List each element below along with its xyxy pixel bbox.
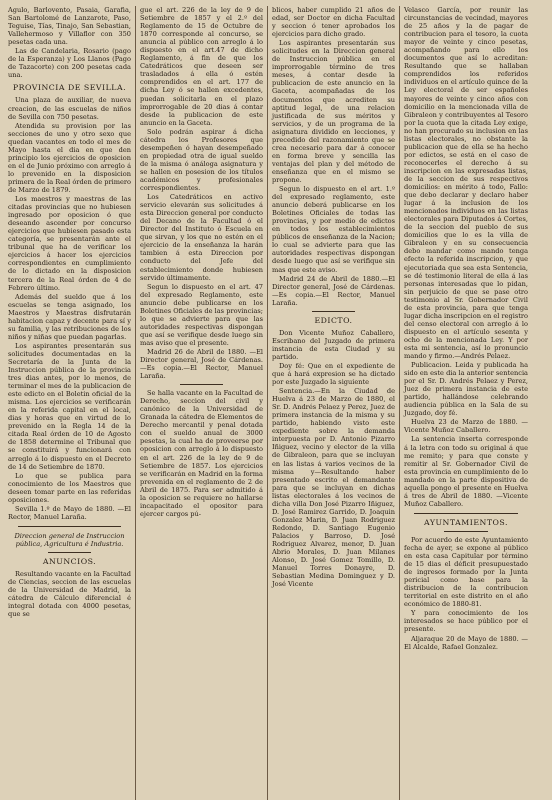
divider <box>48 552 91 553</box>
paragraph: Se halla vacante en la Facultad de Derecho, seccion del civil y canónico de la Universidad de Granada la cátedra de Elementos de Derecho mercantil y penal dotada con el sueldo anual de 3000 pesetas, la cual ha de proveerse por oposicion con arreglo á lo dispuesto en el art. 226 de la ley de 9 de Setiembre de 1857. Los ejercicios se verificarán en Madrid en la forma prevenida en el reglamento de 2 de Abril de 1875. Para ser admitido á la oposicion se requiere no hallarse incapacitado el opositor para ejercer cargos pú- <box>140 389 263 518</box>
section-caption: Direccion general de Instruccion pública, Agricultura é Industria. <box>14 531 125 548</box>
column-1 <box>4 6 136 800</box>
column-2 <box>136 6 268 800</box>
paragraph: Atendida su provision por las secciones de uno y otro sexo que quedan vacantes en todo el mes de Mayo hasta el dia en que den principio los ejercicios de oposicion en el de Junio próximo con arreglo á lo prevenido en la disposicion primera de la Real órden de primero de Marzo de 1879. <box>8 121 131 194</box>
divider <box>18 526 121 527</box>
signature: Madrid 24 de Abril de 1880.—El Director general, José de Cárdenas.—Es copia.—El Rector, Manuel Laraña. <box>272 274 395 307</box>
section-heading-anuncios: ANUNCIOS. <box>42 557 97 566</box>
signature: Aljaraque 20 de Mayo de 1880. —El Alcalde, Rafael Gonzalez. <box>404 634 528 651</box>
paragraph: Los maestros y maestras de las citadas provincias que no hubiesen ingresado por oposicion ó que deseando ascender por concurso ejercicios que hubiesen pasado esta categoría, se presentarán ante el tribunal que ha de verificar los ejercicios á hacer los ejercicios correspondientes en cumplimiento de lo dictado en la disposicion tercera de la Real órden de 4 de Febrero último. <box>8 195 131 292</box>
paragraph: Los aspirantes presentarán sus solicitudes en la Direccion general de Instruccion pública en el improrrogable término de tres meses, á contar desde la publicacion de este anuncio en la Gaceta, acompañadas de los documentos que acrediten su aptitud legal, de una relacion justificada de sus méritos y servicios, y de un programa de la asignatura dividido en lecciones, y precedido del razonamiento que se crea necesario para dar á conocer en forma breve y sencilla las ventajas del plan y del método de enseñanza que en el mismo se propone. <box>272 39 395 184</box>
column-3 <box>268 6 400 800</box>
paragraph: Segun lo dispuesto en el art. 1.º del expresado reglamento, este anuncio deberá publicarse en los Boletines Oficiales de todas las provincias, y por medio de edictos en todos los establecimientos públicos de enseñanza de la Nacion; lo cual se advierte para que las autoridades respectivas dispongan desde luego que así se verifique sin mas que este aviso. <box>272 185 395 274</box>
divider <box>180 384 223 385</box>
paragraph: gue el art. 226 de la ley de 9 de Setiembre de 1857 y el 2.º del Reglamento de 15 de Octubre de 1870 corresponde al concurso, se anuncia al público con arreglo á lo dispuesto en el art.47 de dicho Reglamento, á fin de que los Catedráticos que deseen ser trasladados á ella ó estén comprendidos en el art. 177 de dicha Ley ó se hallen excedentes, puedan solicitarla en el plazo improrrogable de 20 dias á contar desde la publicacion de este anuncio en la Gaceta. <box>140 6 263 127</box>
paragraph: Además del sueldo que á los escuelas se tenga asignado, los Maestros y Maestras disfrutarán habitacion capaz y decente para sí y su familia, y las retribuciones de los niños y niñas que puedan pagarlas. <box>8 292 131 341</box>
paragraph: Segun lo dispuesto en el art. 47 del expresado Reglamento, este anuncio debe publicarse en los Boletines Oficiales de las provincias; lo que se advierte para que las autoridades respectivas dispongan que así se verifique desde luego sin mas aviso que el presente. <box>140 282 263 347</box>
section-heading-sevilla: PROVINCIA DE SEVILLA. <box>12 83 127 93</box>
paragraph: Huelva 23 de Marzo de 1880. —Vicente Muñoz Caballero. <box>404 418 528 435</box>
paragraph: Agulo, Barlovento, Pasaia, Garafia, San Bartolomé de Lanzarote, Paso, Teguise, Tías, Tinajo, San Sebastian, Vallehermoso y Villaflor con 350 pesetas cada una. <box>8 6 131 47</box>
paragraph: Lo que se publica para conocimiento de los Maestros que deseen tomar parte en las referidas oposiciones. <box>8 471 131 504</box>
paragraph: Los Catedráticos en activo servicio elevarán sus solicitudes á esta Direccion general por conducto del Decano de la Facultad ó el Director del Instituto ó Escuela en que sirvan, y los que no estén en el ejercicio de la enseñanza la harán tambien á esta Direccion por conducto del Jefe del establecimiento donde hubiesen servido últimamente. <box>140 193 263 282</box>
section-heading-edicto: EDICTO. <box>314 315 353 325</box>
paragraph: Resultando vacante en la Facultad de Ciencias, seccion de las escuelas de la Universidad de Madrid, la cátedra de Cálculo diferencial é integral dotada con 4000 pesetas, que se <box>8 570 131 619</box>
section-heading-ayuntamientos: AYUNTAMIENTOS. <box>424 517 508 527</box>
paragraph: Por acuerdo de este Ayuntamiento fecha de ayer, se expone al público en esta casa Capitular por término de 15 dias el déficit presupuestado de ingresos formado por la Junta pericial como base para la distribucion de la contribucion territorial en este distrito en el año económico de 1880-81. <box>404 535 528 609</box>
divider <box>444 531 488 532</box>
divider <box>414 513 518 514</box>
paragraph: Solo podrán aspirar á dicha cátedra los Profesores que desempeñen ó hayan desempeñado en propiedad otra de igual sueldo de la misma ó análoga asignatura y se hallen en posesion de los títulos académicos y profesionales correspondientes. <box>140 127 263 193</box>
paragraph: La sentencia inserta corresponde á la letra con todo su original á que me remito; y para que conste y remitir al Sr. Gobernador Civil de esta provincia en cumplimiento de lo mandado en la parte dispositiva de aquella pongo el presente en Huelva á tres de Abril de 1880. —Vicente Muñoz Caballero. <box>404 435 528 508</box>
paragraph: Velasco García, por reunir las circunstancias de vecindad, mayores de 25 años y la de pagar de contribucion para el tesoro, la cuota mayor de veinte y cinco pesetas, acompañando para ello los documentos que así lo acreditan: Resultando que se hallaban comprendidos los referidos individuos en el artículo quince de la Ley electoral de ser españoles mayores de veinte y cinco años con domicilio en la mencionada villa de Gibraleon y contribuyentes al Tesoro por la cuota que la citada Ley exige, no han procurado su inclusion en las listas electorales, no obstante la publicacion que de ella se ha hecho por edictos, se está en el caso de reconocerles el derecho á su inscripcion en las expresadas listas, de la seccion de sus respectivos domicilios: en mérito á todo, Fallo: que debo declarar y declaro haber lugar á la inclusion de los mencionados individuos en las listas electorales para Diputados á Cortes, de la seccion del pueblo de sus domicilios que lo es la villa de Gibraleon y en su consecuencia debo mandar como mando tenga efecto la referida inscripcion, y que ejecutoriada que sea esta Sentencia, se dé testimonio literal de ella á las personas interesadas que lo pidan, sin perjuicio de que se pase otro testimonio al Sr. Gobernador Civil de esta provincia, para que tenga lugar dicha inscripcion en el registro del censo electoral con arreglo á lo dispuesto en el artículo sesenta y ocho de la mencionada Ley. Y por esta mi sentencia, así lo pronuncio mando y firmo.—Andrés Pelaez. <box>404 6 528 361</box>
paragraph: Doy fé: Que en el expediente de que á hará expresion se ha dictado por este Juzgado la siguiente <box>272 361 395 387</box>
paragraph: Los aspirantes presentarán sus solicitudes documentadas en la Secretaría de la Junta de la Instruccion pública de la provincia tres dias antes, por lo menos, de terminar el mes de la publicacion de este edicto en el Boletin oficial de la misma. Los ejercicios se verificarán en la referida capital en el local, dias y horas que en virtud de lo prevenido en la Regla 14 de la citada Real órden de 10 de Agosto de 1858 determine el Tribunal que se constituirá y funcionará con arreglo á lo dispuesto en el Decreto de 14 de Setiembre de 1870. <box>8 341 131 471</box>
column-4 <box>400 6 532 800</box>
signature: Madrid 26 de Abril de 1880. —El Director general, José de Cárdenas.—Es copia.—El Rector, Manuel Laraña. <box>140 347 263 381</box>
paragraph: Don Vicente Muñoz Caballero, Escribano del Juzgado de primera instancia de esta Ciudad y su partido. <box>272 328 395 361</box>
paragraph: Las de Candelaria, Rosario (pago de la Esperanza) y Los Llanos (Pago de Tazacorte) con 200 pesetas cada una. <box>8 47 131 80</box>
text-columns <box>4 6 548 800</box>
paragraph: blicos, haber cumplido 21 años de edad, ser Doctor en dicha Facultad y seccion ó tener aprobados los ejercicios para dicho grado. <box>272 6 395 39</box>
paragraph: Una plaza de auxiliar, de nueva creacion, de las escuelas de niños de Sevilla con 750 pesetas. <box>8 96 131 121</box>
divider <box>312 311 355 312</box>
signature: Sevilla 1.º de Mayo de 1880. —El Rector, Manuel Laraña. <box>8 504 131 521</box>
paragraph: Publicacion. Leida y publicada ha sido en este dia la anterior sentencia por el Sr. D. Andrés Pelaez y Perez, Juez de primera instancia de este partido, hallándose celebrando audiencia pública en la Sala de su Juzgado, doy fé. <box>404 361 528 418</box>
paragraph: Y para conocimiento de los interesados se hace público por el presente. <box>404 609 528 634</box>
paragraph: Sentencia.—En la Ciudad de Huelva á 23 de Marzo de 1880, el Sr. D. Andrés Pelaez y Perez, Juez de primera instancia de la misma y su partido, habiendo visto este expediente sobre la demanda interpuesta por D. Antonio Pizarro Iñiguez, vecino y elector de la villa de Gibraleon, para que se incluyan en las listas á varios vecinos de la misma y—Resultando haber presentado escrito el demandante para que se incluyan en dichas listas electorales á los vecinos de dicha villa Don José Pizarro Iñiguez, D. José Ramirez Garrido, D. Joaquin Gonzalez Marin, D. Juan Rodriguez Redondo, D. Santiago Eugenio Palacios y Barroso, D. José Rodriguez Alvarez, menor, D. Juan Abrio Morales, D. Juan Milanes Alonso, D. José Gomez Tomillo, D. Manuel Torres Donayre, D. Sebastian Medina Dominguez y D. José Vicente <box>272 387 395 589</box>
